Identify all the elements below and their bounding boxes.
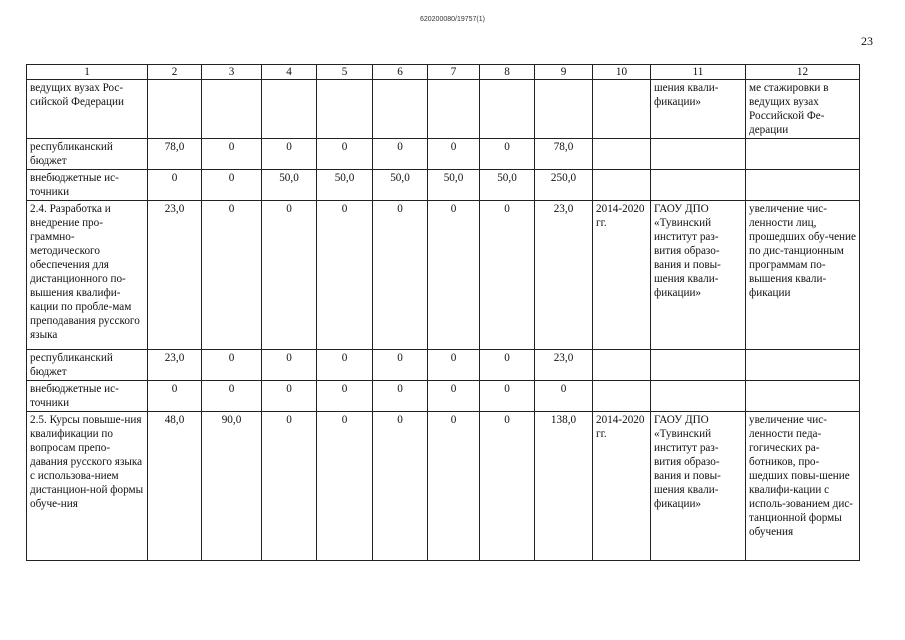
period-cell bbox=[593, 170, 651, 201]
value-cell-col-9: 23,0 bbox=[535, 350, 593, 381]
page-number: 23 bbox=[861, 34, 873, 48]
value-cell-col-5: 0 bbox=[317, 350, 373, 381]
table-row bbox=[27, 80, 860, 139]
value-cell-col-7: 0 bbox=[428, 139, 480, 170]
value-cell-col-7: 50,0 bbox=[428, 170, 480, 201]
value-cell-col-7: 0 bbox=[428, 381, 480, 412]
value-cell-col-2 bbox=[148, 80, 202, 139]
period-cell: 2014-2020 гг. bbox=[593, 201, 651, 350]
value-cell-col-7: 0 bbox=[428, 412, 480, 561]
table-row bbox=[27, 350, 860, 381]
result-cell: ме стажировки в ведущих вузах Российской Фе-дерации bbox=[746, 80, 860, 139]
value-cell-col-3: 0 bbox=[202, 350, 262, 381]
result-cell bbox=[746, 381, 860, 412]
table-row bbox=[27, 201, 860, 350]
value-cell-col-3: 0 bbox=[202, 139, 262, 170]
executor-cell bbox=[651, 381, 746, 412]
value-cell-col-5: 0 bbox=[317, 381, 373, 412]
value-cell-col-2: 48,0 bbox=[148, 412, 202, 561]
value-cell-col-6: 0 bbox=[373, 350, 428, 381]
program-activities-table bbox=[26, 64, 860, 561]
header-cell-4: 4 bbox=[262, 65, 317, 80]
value-cell-col-4: 0 bbox=[262, 139, 317, 170]
value-cell-col-9: 23,0 bbox=[535, 201, 593, 350]
row-label: ведущих вузах Рос-сийской Федерации bbox=[27, 80, 148, 139]
header-cell-9: 9 bbox=[535, 65, 593, 80]
value-cell-col-8: 0 bbox=[480, 139, 535, 170]
result-cell bbox=[746, 350, 860, 381]
row-label: 2.5. Курсы повыше-ния квалификации по вопросам препо-давания русского языка с использова-нием дистанцион-ной формы обуче-ния bbox=[27, 412, 148, 561]
header-cell-7: 7 bbox=[428, 65, 480, 80]
period-cell: 2014-2020 гг. bbox=[593, 412, 651, 561]
table-row bbox=[27, 170, 860, 201]
executor-cell bbox=[651, 139, 746, 170]
value-cell-col-6: 0 bbox=[373, 201, 428, 350]
document-id: 620200080/19757(1) bbox=[419, 16, 485, 23]
value-cell-col-8: 0 bbox=[480, 201, 535, 350]
table-row bbox=[27, 412, 860, 561]
executor-cell: ГАОУ ДПО «Тувинский институт раз-вития образо-вания и повы-шения квали-фикации» bbox=[651, 201, 746, 350]
value-cell-col-7: 0 bbox=[428, 201, 480, 350]
result-cell bbox=[746, 170, 860, 201]
value-cell-col-9 bbox=[535, 80, 593, 139]
header-cell-1: 1 bbox=[27, 65, 148, 80]
value-cell-col-7: 0 bbox=[428, 350, 480, 381]
executor-cell bbox=[651, 170, 746, 201]
period-cell bbox=[593, 139, 651, 170]
header-cell-12: 12 bbox=[746, 65, 860, 80]
value-cell-col-4 bbox=[262, 80, 317, 139]
value-cell-col-5 bbox=[317, 80, 373, 139]
value-cell-col-8: 0 bbox=[480, 381, 535, 412]
table-body bbox=[27, 65, 860, 561]
value-cell-col-3: 0 bbox=[202, 381, 262, 412]
value-cell-col-6 bbox=[373, 80, 428, 139]
header-cell-10: 10 bbox=[593, 65, 651, 80]
row-label: 2.4. Разработка и внедрение про-граммно-методического обеспечения для дистанционного по-вышения квалифи-кации по пробле-мам преподавания русского языка bbox=[27, 201, 148, 350]
table-header-row bbox=[27, 65, 860, 80]
value-cell-col-5: 0 bbox=[317, 139, 373, 170]
value-cell-col-4: 50,0 bbox=[262, 170, 317, 201]
value-cell-col-8: 0 bbox=[480, 350, 535, 381]
value-cell-col-5: 50,0 bbox=[317, 170, 373, 201]
value-cell-col-2: 78,0 bbox=[148, 139, 202, 170]
value-cell-col-3: 0 bbox=[202, 170, 262, 201]
period-cell bbox=[593, 381, 651, 412]
value-cell-col-5: 0 bbox=[317, 412, 373, 561]
value-cell-col-3: 0 bbox=[202, 201, 262, 350]
executor-cell: ГАОУ ДПО «Тувинский институт раз-вития образо-вания и повы-шения квали-фикации» bbox=[651, 412, 746, 561]
row-label: внебюджетные ис-точники bbox=[27, 381, 148, 412]
value-cell-col-3: 90,0 bbox=[202, 412, 262, 561]
header-cell-3: 3 bbox=[202, 65, 262, 80]
result-cell bbox=[746, 139, 860, 170]
value-cell-col-8 bbox=[480, 80, 535, 139]
value-cell-col-2: 0 bbox=[148, 170, 202, 201]
value-cell-col-9: 78,0 bbox=[535, 139, 593, 170]
value-cell-col-9: 250,0 bbox=[535, 170, 593, 201]
value-cell-col-8: 50,0 bbox=[480, 170, 535, 201]
period-cell bbox=[593, 80, 651, 139]
value-cell-col-4: 0 bbox=[262, 350, 317, 381]
row-label: республиканский бюджет bbox=[27, 139, 148, 170]
value-cell-col-4: 0 bbox=[262, 201, 317, 350]
header-cell-11: 11 bbox=[651, 65, 746, 80]
header-cell-6: 6 bbox=[373, 65, 428, 80]
value-cell-col-2: 0 bbox=[148, 381, 202, 412]
value-cell-col-7 bbox=[428, 80, 480, 139]
executor-cell: шения квали-фикации» bbox=[651, 80, 746, 139]
value-cell-col-4: 0 bbox=[262, 412, 317, 561]
period-cell bbox=[593, 350, 651, 381]
header-cell-5: 5 bbox=[317, 65, 373, 80]
value-cell-col-6: 0 bbox=[373, 139, 428, 170]
value-cell-col-6: 0 bbox=[373, 412, 428, 561]
table-row bbox=[27, 381, 860, 412]
value-cell-col-2: 23,0 bbox=[148, 350, 202, 381]
value-cell-col-9: 0 bbox=[535, 381, 593, 412]
result-cell: увеличение чис-ленности лиц, прошедших обу-чение по дис-танционным программам по-вышения квали-фикации bbox=[746, 201, 860, 350]
row-label: внебюджетные ис-точники bbox=[27, 170, 148, 201]
value-cell-col-6: 50,0 bbox=[373, 170, 428, 201]
value-cell-col-9: 138,0 bbox=[535, 412, 593, 561]
header-cell-2: 2 bbox=[148, 65, 202, 80]
executor-cell bbox=[651, 350, 746, 381]
header-cell-8: 8 bbox=[480, 65, 535, 80]
value-cell-col-8: 0 bbox=[480, 412, 535, 561]
value-cell-col-4: 0 bbox=[262, 381, 317, 412]
value-cell-col-2: 23,0 bbox=[148, 201, 202, 350]
table-row bbox=[27, 139, 860, 170]
result-cell: увеличение чис-ленности педа-гогических ра-ботников, про-шедших повы-шение квалифи-кации с исполь-зованием дис-танционной формы обучения bbox=[746, 412, 860, 561]
row-label: республиканский бюджет bbox=[27, 350, 148, 381]
value-cell-col-6: 0 bbox=[373, 381, 428, 412]
value-cell-col-5: 0 bbox=[317, 201, 373, 350]
value-cell-col-3 bbox=[202, 80, 262, 139]
